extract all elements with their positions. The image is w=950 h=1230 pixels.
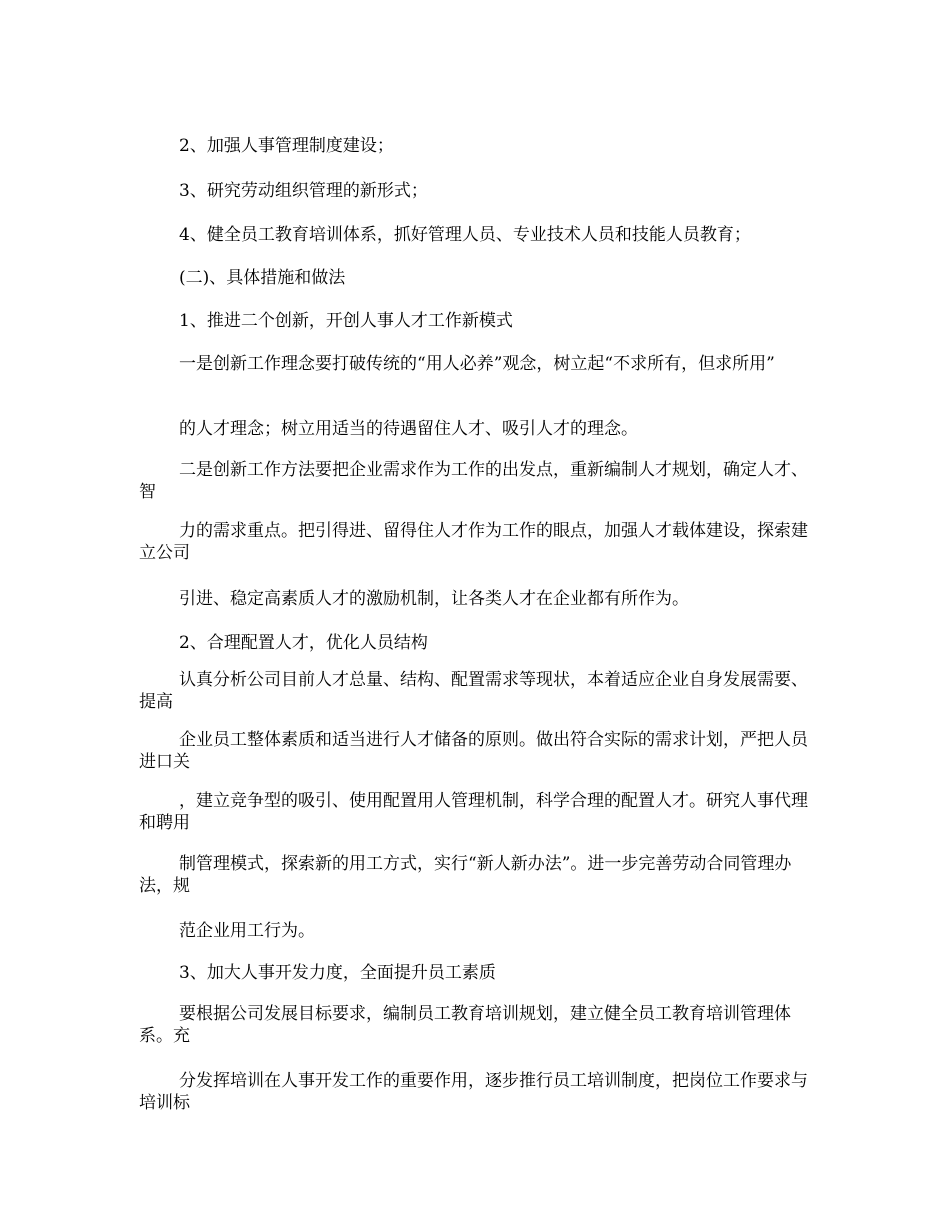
paragraph-10: 企业员工整体素质和适当进行人才储备的原则。做出符合实际的需求计划，严把人员进口关 <box>139 730 808 772</box>
subheading-1: 1、推进二个创新，开创人事人才工作新模式 <box>179 311 513 331</box>
paragraph-6: 二是创新工作方法要把企业需求作为工作的出发点，重新编制人才规划，确定人才、智 <box>139 460 808 502</box>
paragraph-5: 的人才理念；树立用适当的待遇留住人才、吸引人才的理念。 <box>179 419 638 439</box>
section-heading: (二)、具体措施和做法 <box>179 268 346 288</box>
paragraph-13: 范企业用工行为。 <box>179 921 315 941</box>
subheading-3: 3、加大人事开发力度，全面提升员工素质 <box>179 963 496 983</box>
paragraph-3: 4、健全员工教育培训体系，抓好管理人员、专业技术人员和技能人员教育； <box>179 225 751 245</box>
paragraph-4: 一是创新工作理念要打破传统的“用人必养”观念，树立起“不求所有，但求所用” <box>179 354 775 374</box>
paragraph-2: 3、研究劳动组织管理的新形式； <box>179 181 428 201</box>
paragraph-8: 引进、稳定高素质人才的激励机制，让各类人才在企业都有所作为。 <box>179 589 689 609</box>
paragraph-9: 认真分析公司目前人才总量、结构、配置需求等现状，本着适应企业自身发展需要、提高 <box>139 670 808 712</box>
paragraph-15: 分发挥培训在人事开发工作的重要作用，逐步推行员工培训制度，把岗位工作要求与培训标 <box>139 1071 808 1113</box>
subheading-2: 2、合理配置人才，优化人员结构 <box>179 633 428 653</box>
paragraph-7: 力的需求重点。把引得进、留得住人才作为工作的眼点，加强人才载体建设，探索建立公司 <box>139 521 808 563</box>
paragraph-12: 制管理模式，探索新的用工方式，实行“新人新办法”。进一步完善劳动合同管理办法，规 <box>139 854 792 896</box>
paragraph-11: ，建立竞争型的吸引、使用配置用人管理机制，科学合理的配置人才。研究人事代理和聘用 <box>139 791 808 833</box>
paragraph-14: 要根据公司发展目标要求，编制员工教育培训规划，建立健全员工教育培训管理体系。充 <box>139 1004 791 1046</box>
paragraph-1: 2、加强人事管理制度建设； <box>179 136 394 156</box>
